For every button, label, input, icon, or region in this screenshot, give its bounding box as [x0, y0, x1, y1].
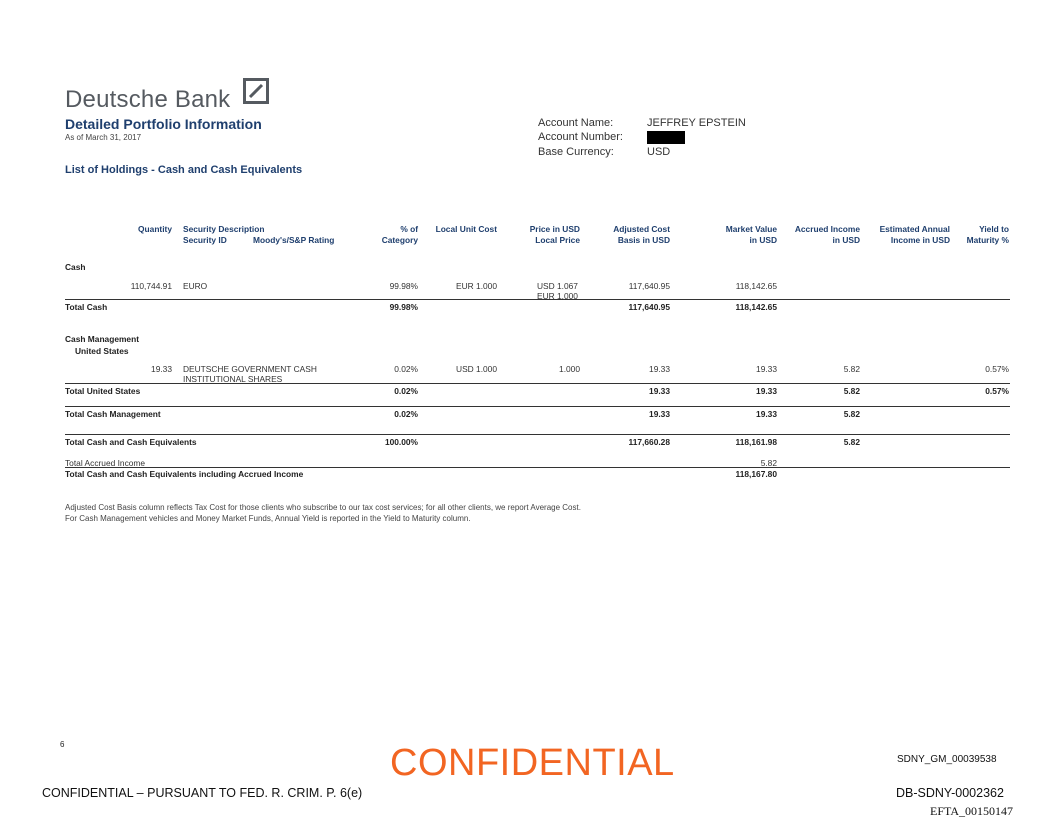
col-security-description: Security Description: [183, 224, 265, 234]
total-cash-pct: 99.98%: [389, 302, 418, 312]
section-cash: Cash: [65, 262, 86, 272]
total-us-pct: 0.02%: [394, 386, 418, 396]
confidential-stamp: CONFIDENTIAL: [390, 742, 675, 784]
total-us-yield: 0.57%: [985, 386, 1009, 396]
total-cm-label: Total Cash Management: [65, 409, 161, 419]
col-price-line1: Price in USD: [529, 224, 580, 234]
dgc-yield: 0.57%: [985, 364, 1009, 374]
euro-local-price: EUR 1.000: [537, 291, 578, 301]
page-subtitle: List of Holdings - Cash and Cash Equivalents: [65, 164, 303, 176]
col-security-id: Security ID: [183, 235, 227, 245]
col-yield-line1: Yield to: [979, 224, 1009, 234]
total-cce-label: Total Cash and Cash Equivalents: [65, 437, 197, 447]
dgc-pct: 0.02%: [394, 364, 418, 374]
total-accrued-value: 5.82: [760, 458, 777, 468]
euro-quantity: 110,744.91: [130, 281, 172, 291]
col-adjusted-line1: Adjusted Cost: [613, 224, 670, 234]
euro-adjusted-cost: 117,640.95: [628, 281, 670, 291]
account-name-label: Account Name:: [538, 117, 614, 129]
divider: [65, 406, 1010, 407]
base-currency-value: USD: [647, 146, 671, 158]
col-price-line2: Local Price: [535, 235, 580, 245]
col-market-value-line1: Market Value: [725, 224, 777, 234]
total-cm-accrued: 5.82: [843, 409, 860, 419]
col-market-value-line2: in USD: [749, 235, 777, 245]
bank-name: Deutsche Bank: [65, 86, 231, 113]
account-name-value: JEFFREY EPSTEIN: [647, 117, 746, 129]
redaction-box: [647, 131, 685, 144]
section-united-states: United States: [75, 346, 129, 356]
dgc-price: 1.000: [559, 364, 580, 374]
col-quantity: Quantity: [138, 224, 172, 234]
as-of-date: As of March 31, 2017: [65, 133, 142, 142]
total-us-accrued: 5.82: [843, 386, 860, 396]
base-currency-label: Base Currency:: [538, 146, 614, 158]
confidentiality-legend: CONFIDENTIAL – PURSUANT TO FED. R. CRIM. P. 6(e): [42, 786, 363, 800]
dgc-market-value: 19.33: [756, 364, 777, 374]
euro-price-usd: USD 1.067: [537, 281, 578, 291]
section-cash-management: Cash Management: [65, 334, 139, 344]
dgc-quantity: 19.33: [151, 364, 172, 374]
col-est-income-line2: Income in USD: [890, 235, 950, 245]
dgc-local-unit-cost: USD 1.000: [456, 364, 497, 374]
note-line-1: Adjusted Cost Basis column reflects Tax Cost for those clients who subscribe to our tax cost services; for all other clients, we report Average Cost.: [65, 503, 581, 512]
total-us-market-value: 19.33: [756, 386, 777, 396]
col-pct-line1: % of: [400, 224, 418, 234]
euro-description: EURO: [183, 281, 208, 291]
total-accrued-label: Total Accrued Income: [65, 458, 146, 468]
col-adjusted-line2: Basis in USD: [617, 235, 670, 245]
col-accrued-line2: in USD: [832, 235, 860, 245]
total-us-adjusted: 19.33: [649, 386, 670, 396]
total-cash-adjusted: 117,640.95: [628, 302, 670, 312]
euro-market-value: 118,142.65: [735, 281, 777, 291]
bates-number-top: SDNY_GM_00039538: [897, 754, 997, 765]
page-number: 6: [60, 740, 65, 749]
efta-number: EFTA_00150147: [930, 804, 1014, 818]
page-title: Detailed Portfolio Information: [65, 116, 262, 132]
dgc-accrued-income: 5.82: [843, 364, 860, 374]
col-yield-line2: Maturity %: [966, 235, 1009, 245]
account-number-label: Account Number:: [538, 131, 623, 143]
deutsche-bank-logo-icon: [243, 78, 269, 104]
divider: [65, 434, 1010, 435]
euro-local-unit-cost: EUR 1.000: [456, 281, 497, 291]
divider: [65, 383, 1010, 384]
col-rating: Moody's/S&P Rating: [253, 235, 335, 245]
dgc-description-line2: INSTITUTIONAL SHARES: [183, 374, 283, 384]
dgc-description-line1: DEUTSCHE GOVERNMENT CASH: [183, 364, 317, 374]
note-line-2: For Cash Management vehicles and Money Market Funds, Annual Yield is reported in the Yield to Maturity column.: [65, 514, 471, 523]
total-incl-label: Total Cash and Cash Equivalents including Accrued Income: [65, 469, 304, 479]
total-us-label: Total United States: [65, 386, 141, 396]
col-est-income-line1: Estimated Annual: [879, 224, 950, 234]
total-cce-pct: 100.00%: [384, 437, 418, 447]
col-local-unit-cost: Local Unit Cost: [435, 224, 497, 234]
total-cce-adjusted: 117,660.28: [628, 437, 670, 447]
total-cm-adjusted: 19.33: [649, 409, 670, 419]
divider: [65, 467, 1010, 468]
bates-number-bottom: DB-SDNY-0002362: [896, 786, 1004, 800]
dgc-adjusted-cost: 19.33: [649, 364, 670, 374]
euro-pct: 99.98%: [389, 281, 418, 291]
total-cash-label: Total Cash: [65, 302, 108, 312]
total-cce-accrued: 5.82: [843, 437, 860, 447]
col-pct-line2: Category: [381, 235, 418, 245]
total-cce-market-value: 118,161.98: [735, 437, 777, 447]
total-cm-pct: 0.02%: [394, 409, 418, 419]
total-cm-market-value: 19.33: [756, 409, 777, 419]
total-incl-value: 118,167.80: [735, 469, 777, 479]
divider: [65, 299, 1010, 300]
col-accrued-line1: Accrued Income: [794, 224, 860, 234]
total-cash-market-value: 118,142.65: [735, 302, 777, 312]
